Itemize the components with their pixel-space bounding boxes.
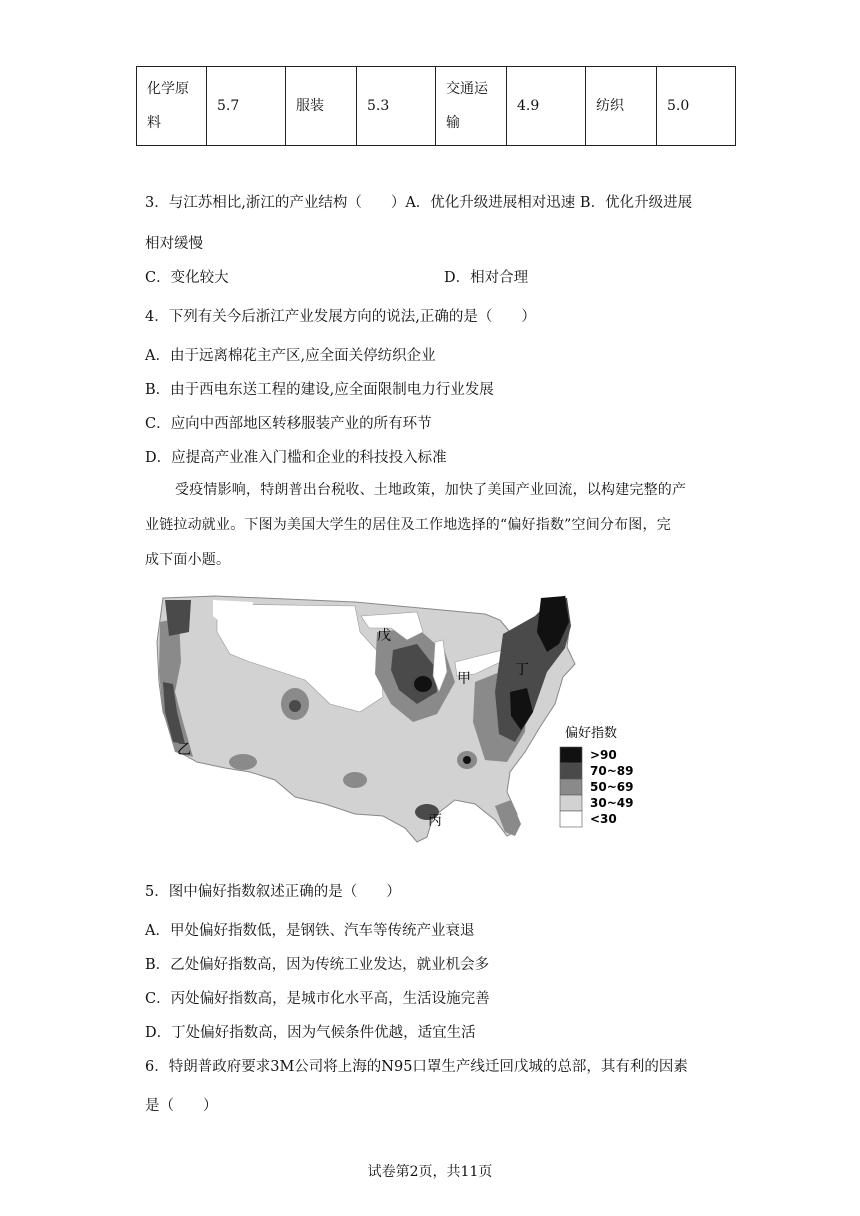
table-cell-value: 4.9	[507, 67, 586, 146]
q5-option-b: B．乙处偏好指数高，因为传统工业发达，就业机会多	[145, 957, 490, 973]
q4-option-a: A．由于远离棉花主产区,应全面关停纺织企业	[145, 348, 436, 364]
legend-swatch	[560, 779, 582, 795]
legend-label: 30~49	[590, 796, 634, 810]
q5-option-d: D．丁处偏好指数高，因为气候条件优越，适宜生活	[145, 1025, 476, 1041]
usa-preference-map	[155, 592, 645, 855]
q4-option-c: C．应向中西部地区转移服装产业的所有环节	[145, 416, 432, 432]
table-cell-value: 5.0	[657, 67, 736, 146]
legend-label: >90	[590, 748, 617, 762]
label-yi: 乙	[177, 742, 191, 758]
legend-swatch	[560, 811, 582, 827]
page-footer: 试卷第2页，共11页	[367, 1164, 493, 1180]
q4-option-d: D．应提高产业准入门槛和企业的科技投入标准	[145, 450, 447, 466]
q3-option-d: D．相对合理	[444, 270, 529, 286]
table-cell-label: 服装	[286, 67, 357, 146]
industry-table	[136, 66, 736, 146]
table-cell-label: 化学原料	[137, 67, 207, 146]
region-midwest-core	[414, 676, 432, 692]
table-cell-value: 5.7	[207, 67, 286, 146]
q6-stem-line2: 是（ ）	[145, 1098, 218, 1114]
q5-stem: 5．图中偏好指数叙述正确的是（ ）	[145, 884, 401, 900]
q4-option-b: B．由于西电东送工程的建设,应全面限制电力行业发展	[145, 382, 494, 398]
spot-denver-core	[289, 700, 301, 712]
q6-stem-line1: 6．特朗普政府要求3M公司将上海的N95口罩生产线迁回戊城的总部，其有利的因素	[145, 1059, 688, 1075]
table-cell-label: 交通运输	[436, 67, 507, 146]
legend-swatch	[560, 795, 582, 811]
label-jia: 甲	[457, 671, 471, 687]
intro-line1: 受疫情影响，特朗普出台税收、土地政策，加快了美国产业回流，以构建完整的产	[175, 482, 687, 498]
intro-line2: 业链拉动就业。下图为美国大学生的居住及工作地选择的“偏好指数”空间分布图，完	[145, 517, 671, 533]
spot-south-2-core	[463, 756, 471, 764]
legend-label: 70~89	[590, 764, 634, 778]
q3-stem-line2: 相对缓慢	[145, 236, 203, 252]
region-northwest-dark	[165, 600, 191, 636]
intro-line3: 成下面小题。	[145, 552, 231, 568]
map-legend	[560, 725, 633, 827]
legend-label: <30	[590, 812, 617, 826]
legend-swatch	[560, 763, 582, 779]
table-row	[137, 67, 736, 146]
table-cell-label: 纺织	[586, 67, 657, 146]
table-cell-value: 5.3	[357, 67, 436, 146]
label-ding: 丁	[515, 662, 529, 678]
legend-title: 偏好指数	[565, 726, 618, 741]
q5-option-c: C．丙处偏好指数高，是城市化水平高，生活设施完善	[145, 991, 490, 1007]
spot-south-1	[343, 772, 367, 788]
q3-option-c: C．变化较大	[145, 270, 229, 286]
label-wu: 戊	[377, 628, 391, 644]
legend-label: 50~69	[590, 780, 634, 794]
q4-stem: 4．下列有关今后浙江产业发展方向的说法,正确的是（ ）	[145, 309, 536, 325]
q5-option-a: A．甲处偏好指数低，是钢铁、汽车等传统产业衰退	[145, 923, 475, 939]
label-bing: 丙	[428, 813, 442, 829]
q3-stem-line1: 3．与江苏相比,浙江的产业结构（ ）A．优化升级进展相对迅速 B．优化升级进展	[145, 195, 693, 211]
spot-southwest	[229, 754, 257, 770]
legend-swatch	[560, 747, 582, 763]
